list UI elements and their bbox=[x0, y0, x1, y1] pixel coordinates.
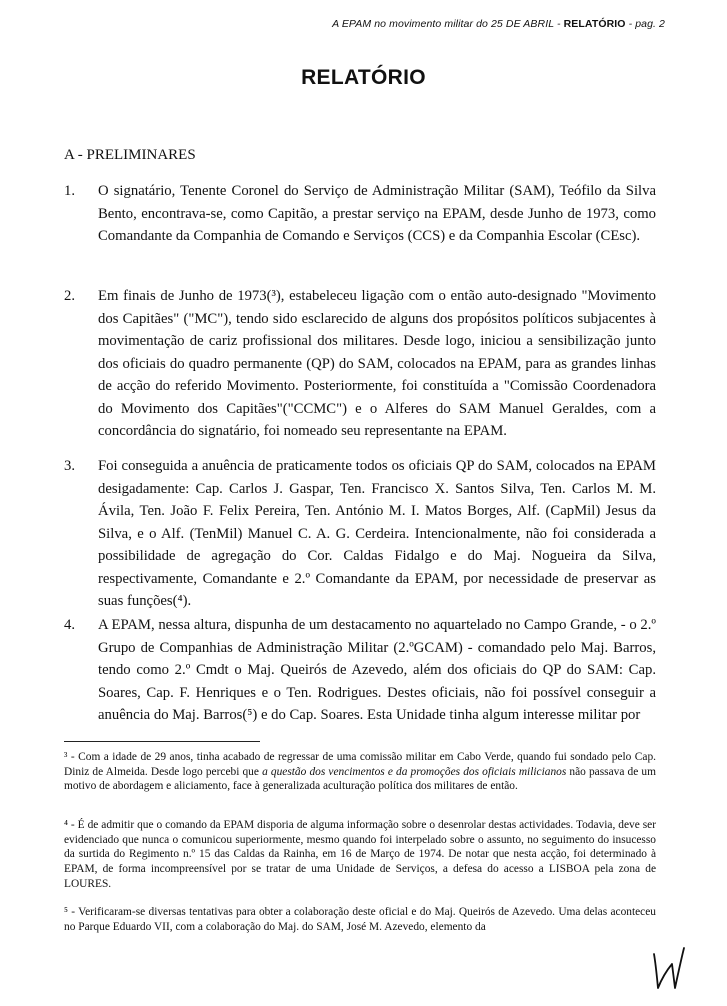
header-page-label: - pag. 2 bbox=[625, 18, 665, 30]
footnote-mark: ³ bbox=[64, 751, 68, 763]
footnote-italic-text: a questão dos vencimentos e da promoções dos oficiais milicianos bbox=[262, 765, 567, 778]
paragraph-2 bbox=[64, 285, 656, 443]
paragraph-text: Em finais de Junho de 1973(³), estabeleceu ligação com o então auto-designado "Movimento dos Capitães" ("MC"), tendo sido esclarecido de alguns dos propósitos políticos subjacentes à movimentação de cariz profissional dos militares. Desde logo, iniciou a sensibilização junto dos oficiais do quadro permanente (QP) do SAM, colocados na EPAM, para as grandes linhas de acção do referido Movimento. Posteriormente, foi constituída a "Comissão Coordenadora do Movimento dos Capitães"("CCMC") e o Alferes do SAM Manuel Geraldes, com a concordância do signatário, foi nomeado seu representante na EPAM. bbox=[98, 288, 656, 439]
handwritten-initial-signature bbox=[648, 944, 688, 992]
running-header bbox=[332, 18, 665, 30]
footnote-text: - Com a idade de 29 anos, tinha acabado de regressar de uma comissão militar em Cabo Verde, quando fui sondado pelo Cap. Diniz de Almeida. Desde logo percebi que bbox=[64, 751, 656, 778]
paragraph-number: 4. bbox=[64, 617, 76, 633]
paragraph-number: 2. bbox=[64, 288, 76, 304]
footnote-3 bbox=[64, 750, 656, 794]
footnote-mark: ⁴ bbox=[64, 819, 68, 831]
section-heading: A - PRELIMINARES bbox=[64, 147, 196, 163]
footnote-4 bbox=[64, 818, 656, 892]
footnote-divider bbox=[64, 741, 260, 742]
paragraph-3 bbox=[64, 455, 656, 613]
paragraph-1 bbox=[64, 180, 656, 248]
paragraph-number: 3. bbox=[64, 458, 76, 474]
paragraph-text: A EPAM, nessa altura, dispunha de um destacamento no aquartelado no Campo Grande, - o 2.º Grupo de Companhias de Administração Militar (2.ºGCAM) - comandado pelo Maj. Barros, tendo como 2.º Cmdt o Maj. Queirós de Azevedo, além dos oficiais do QP do SAM: Cap. Soares, Cap. F. Henriques e o Ten. Rodrigues. Destes oficiais, não foi possível conseguir a anuência do Maj. Barros(⁵) e do Cap. Soares. Esta Unidade tinha algum interesse militar por bbox=[98, 617, 656, 723]
paragraph-4 bbox=[64, 614, 656, 727]
footnote-mark: ⁵ bbox=[64, 906, 68, 918]
footnote-text: - É de admitir que o comando da EPAM disporia de alguma informação sobre o desenrolar destas actividades. Todavia, deve ser evidenciado que nunca o comunicou superiormente, mesmo quando foi interpelado sobre o assunto, no seguimento do insucesso da surtida do Regimento n.º 15 das Caldas da Rainha, em 16 de Março de 1974. De notar que nesta acção, foi determinado à EPAM, de forma incompreensível por se tratar de uma Unidade de Serviços, a defesa do acesso a LISBOA pela zona de LOURES. bbox=[64, 819, 656, 890]
paragraph-text: Foi conseguida a anuência de praticamente todos os oficiais QP do SAM, colocados na EPAM desigadamente: Cap. Carlos J. Gaspar, Ten. Francisco X. Santos Silva, Ten. Carlos M. M. Ávila, Ten. João F. Felix Pereira, Ten. António M. I. Matos Borges, Alf. (CapMil) Jesus da Silva, e o Alf. (TenMil) Manuel C. A. G. Cerdeira. Intencionalmente, não foi considerada a possibilidade de agregação do Cor. Caldas Fidalgo e do Maj. Nogueira da Silva, respectivamente, Comandante e 2.º Comandante da EPAM, por necessidade de preservar as suas funções(⁴). bbox=[98, 458, 656, 609]
page-title: RELATÓRIO bbox=[301, 66, 426, 89]
header-report-label: RELATÓRIO bbox=[563, 18, 626, 30]
paragraph-text: O signatário, Tenente Coronel do Serviço de Administração Militar (SAM), Teófilo da Silva Bento, encontrava-se, como Capitão, a prestar serviço na EPAM, desde Junho de 1973, como Comandante da Companhia de Comando e Serviços (CCS) e da Companhia Escolar (CEsc). bbox=[98, 183, 656, 244]
footnote-5 bbox=[64, 905, 656, 934]
paragraph-number: 1. bbox=[64, 183, 76, 199]
footnote-text-end: não passava de um motivo de abordagem e aliciamento, face à generalizada aculturação política dos militares de então. bbox=[64, 765, 656, 793]
footnote-text: - Verificaram-se diversas tentativas para obter a colaboração deste oficial e do Maj. Queirós de Azevedo. Uma delas aconteceu no Parque Eduardo VII, com a colaboração do Maj. do SAM, José M. Azevedo, elemento da bbox=[64, 906, 656, 933]
header-text: A EPAM no movimento militar do 25 DE ABRIL - bbox=[332, 18, 564, 30]
